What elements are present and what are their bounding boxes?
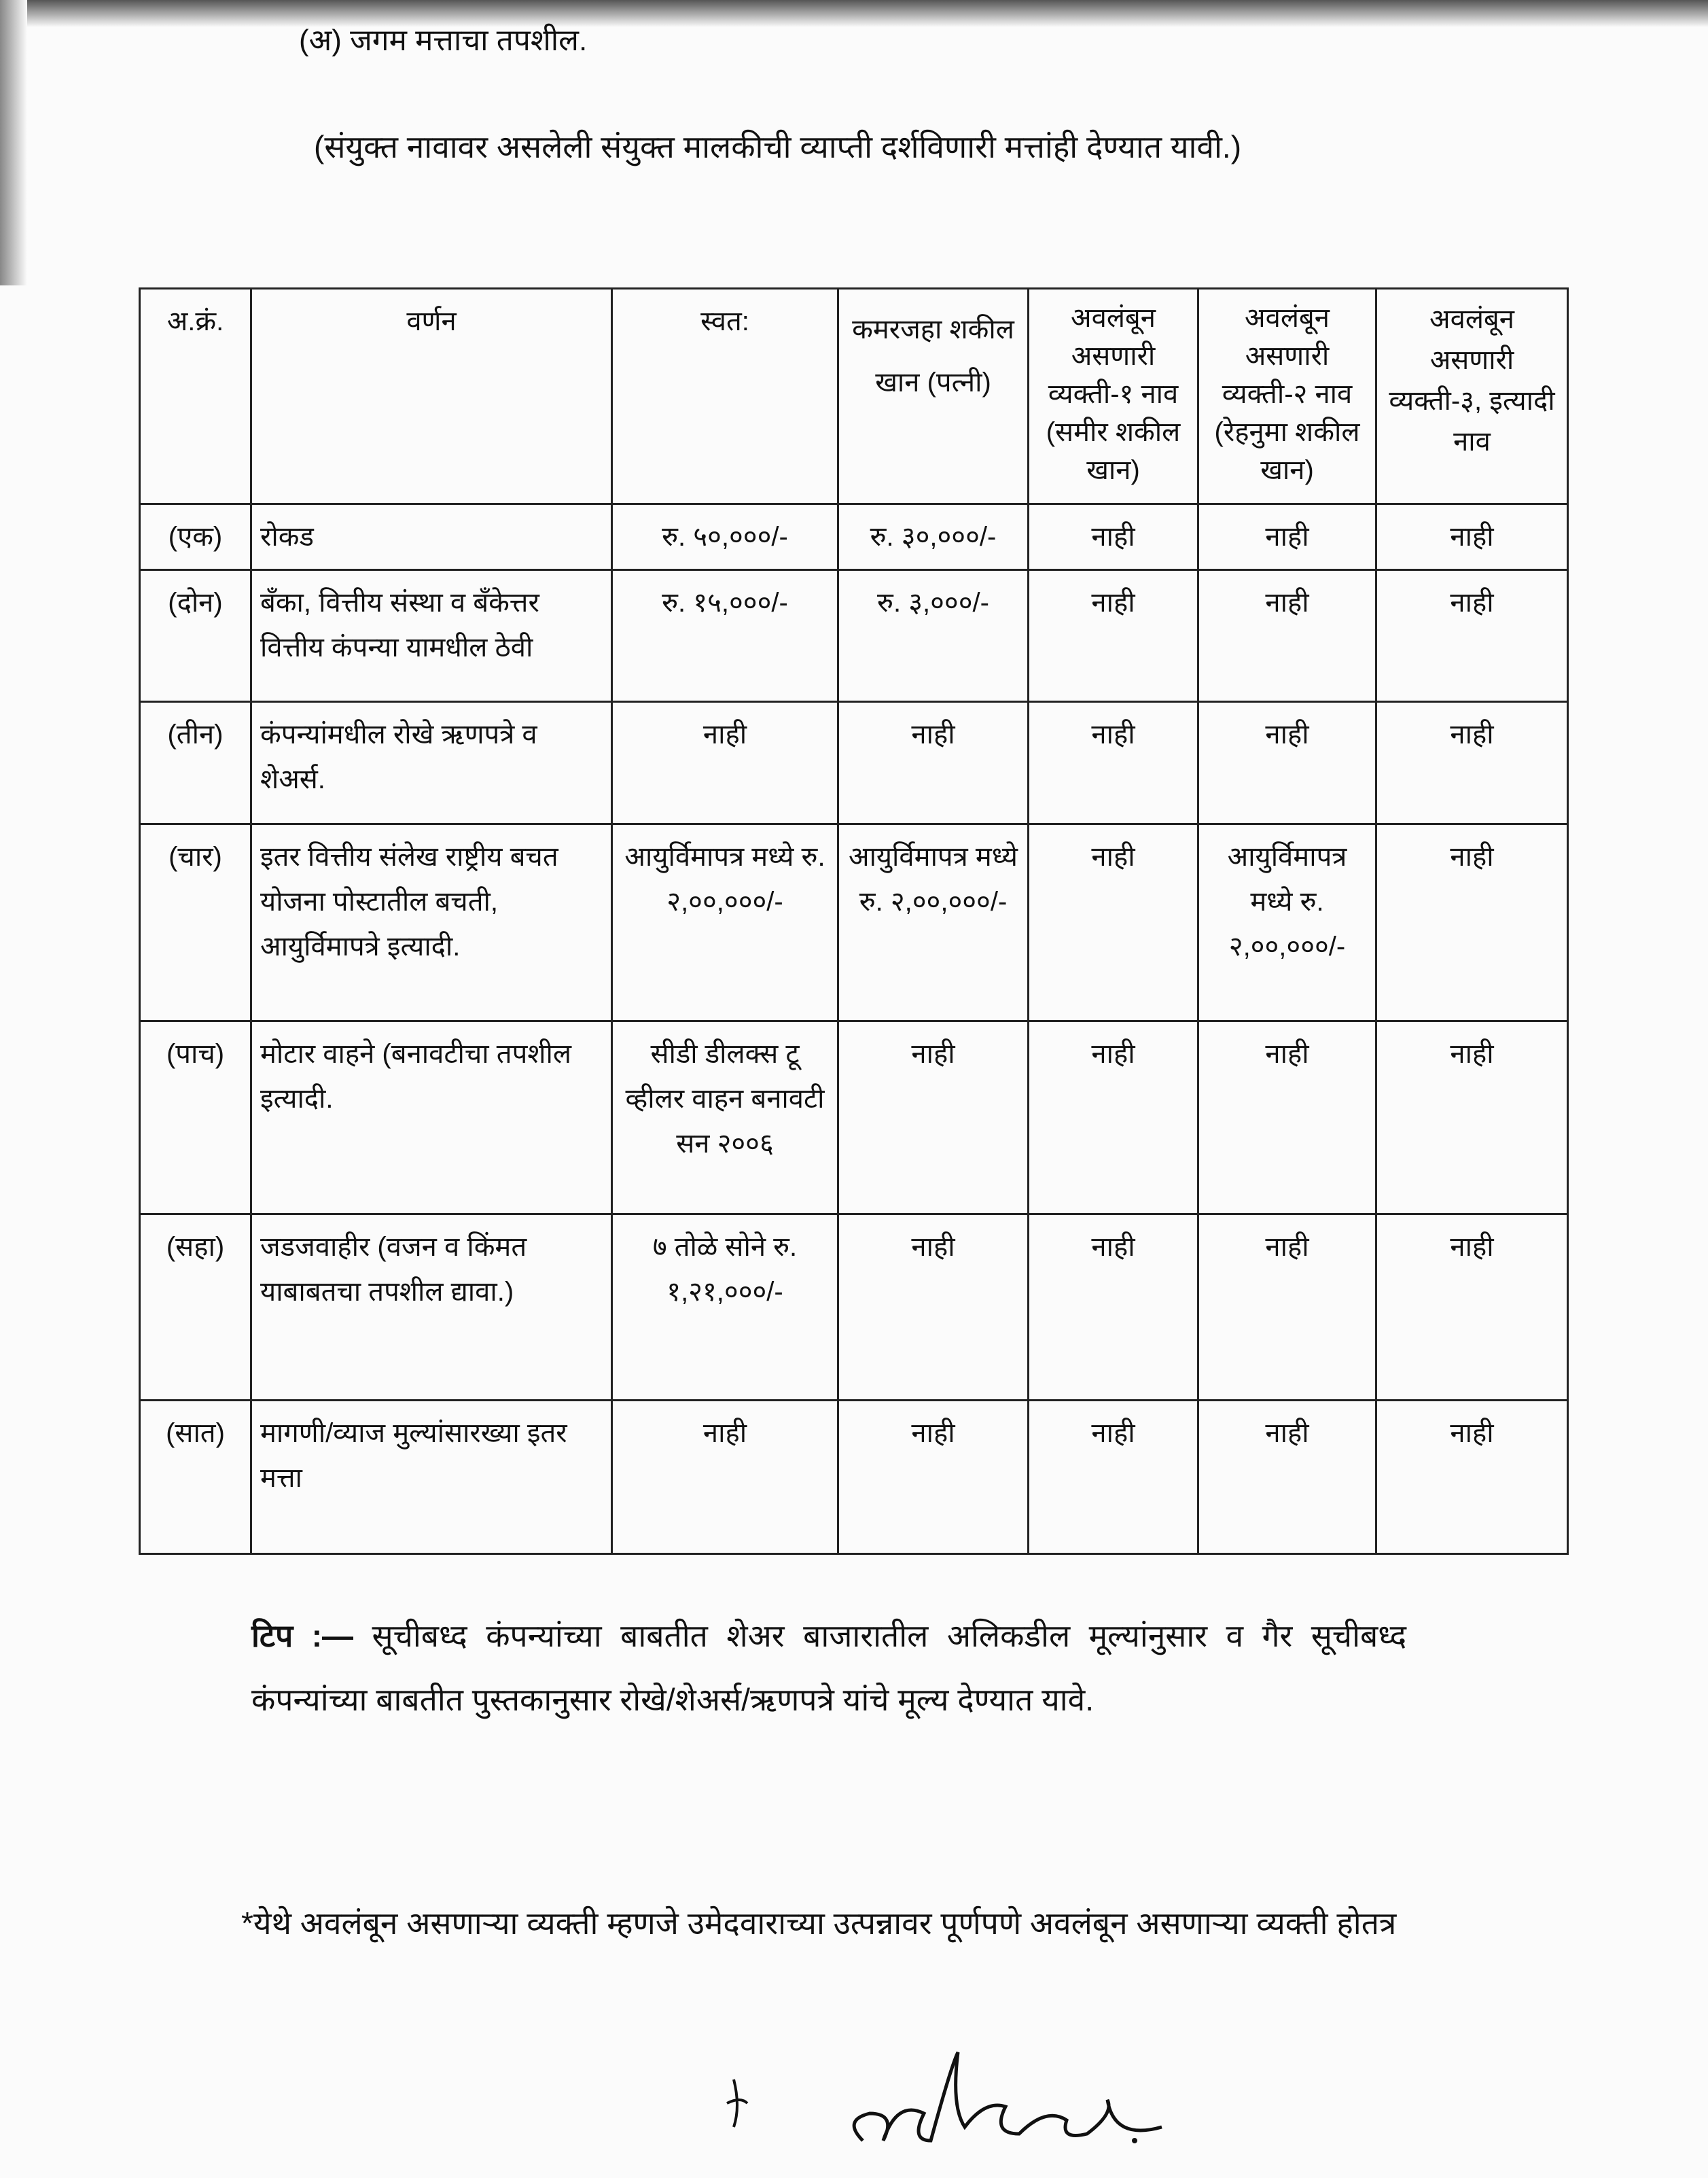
cell-dependent-3: नाही xyxy=(1376,570,1568,702)
cell-dependent-2: नाही xyxy=(1198,1401,1376,1554)
cell-serial: (चार) xyxy=(140,824,251,1021)
header-dependent-1: अवलंबून असणारी व्यक्ती-१ नाव (समीर शकील खान) xyxy=(1029,289,1198,504)
table-row-motor-vehicles xyxy=(140,1021,1568,1214)
note xyxy=(251,1604,1406,1732)
cell-serial: (सात) xyxy=(140,1401,251,1554)
table-header-row xyxy=(140,289,1568,504)
table-row-other-instruments xyxy=(140,824,1568,1021)
cell-description: जडजवाहीर (वजन व किंमत याबाबतचा तपशील द्यावा.) xyxy=(251,1214,612,1401)
cell-dependent-2: नाही xyxy=(1198,1021,1376,1214)
cell-dependent-1: नाही xyxy=(1029,1021,1198,1214)
cell-dependent-3: नाही xyxy=(1376,702,1568,824)
movable-assets-table xyxy=(139,287,1569,1555)
note-text: सूचीबध्द कंपन्यांच्या बाबतीत शेअर बाजारातील अलिकडील मूल्यांनुसार व गैर सूचीबध्द कंपन्यांच्या बाबतीत पुस्तकानुसार रोखे/शेअर्स/ऋणपत्रे यांचे मूल्य देण्यात यावे. xyxy=(251,1618,1407,1717)
table-row-cash xyxy=(140,504,1568,570)
cell-dependent-2: नाही xyxy=(1198,1214,1376,1401)
instruction-text: (संयुक्त नावावर असलेली संयुक्त मालकीची व्याप्ती दर्शविणारी मत्तांही देण्यात यावी.) xyxy=(314,129,1242,164)
cell-spouse: नाही xyxy=(838,702,1029,824)
cell-description: इतर वित्तीय संलेख राष्ट्रीय बचत योजना पोस्टातील बचती, आयुर्विमापत्रे इत्यादी. xyxy=(251,824,612,1021)
cell-dependent-2: नाही xyxy=(1198,570,1376,702)
cell-serial: (सहा) xyxy=(140,1214,251,1401)
cell-serial: (एक) xyxy=(140,504,251,570)
cell-description: मागणी/व्याज मुल्यांसारख्या इतर मत्ता xyxy=(251,1401,612,1554)
header-description: वर्णन xyxy=(251,289,612,504)
table-row-shares-bonds xyxy=(140,702,1568,824)
cell-spouse: आयुर्विमापत्र मध्ये रु. २,००,०००/- xyxy=(838,824,1029,1021)
cell-self: ७ तोळे सोने रु. १,२१,०००/- xyxy=(612,1214,838,1401)
header-spouse: कमरजहा शकील खान (पत्नी) xyxy=(838,289,1029,504)
header-serial: अ.क्रं. xyxy=(140,289,251,504)
table-row-jewellery xyxy=(140,1214,1568,1401)
cell-dependent-1: नाही xyxy=(1029,702,1198,824)
cell-dependent-2: आयुर्विमापत्र मध्ये रु. २,००,०००/- xyxy=(1198,824,1376,1021)
table-row-other-assets xyxy=(140,1401,1568,1554)
note-label: टिप :— xyxy=(251,1618,354,1653)
cell-serial: (पाच) xyxy=(140,1021,251,1214)
cell-description: रोकड xyxy=(251,504,612,570)
cell-dependent-1: नाही xyxy=(1029,504,1198,570)
cell-dependent-2: नाही xyxy=(1198,504,1376,570)
table-row-bank-deposits xyxy=(140,570,1568,702)
cell-description: कंपन्यांमधील रोखे ऋणपत्रे व शेअर्स. xyxy=(251,702,612,824)
cell-spouse: नाही xyxy=(838,1214,1029,1401)
cell-serial: (तीन) xyxy=(140,702,251,824)
cell-dependent-3: नाही xyxy=(1376,1401,1568,1554)
cell-dependent-1: नाही xyxy=(1029,1214,1198,1401)
scan-shadow-left xyxy=(0,0,27,285)
header-dependent-3: अवलंबून असणारी व्यक्ती-३, इत्यादी नाव xyxy=(1376,289,1568,504)
signature-icon xyxy=(707,2039,1196,2175)
header-self: स्वत: xyxy=(612,289,838,504)
header-dependent-2: अवलंबून असणारी व्यक्ती-२ नाव (रेहनुमा शकील खान) xyxy=(1198,289,1376,504)
cell-self: नाही xyxy=(612,702,838,824)
cell-spouse: नाही xyxy=(838,1021,1029,1214)
cell-dependent-3: नाही xyxy=(1376,504,1568,570)
cell-dependent-3: नाही xyxy=(1376,1021,1568,1214)
cell-dependent-1: नाही xyxy=(1029,824,1198,1021)
cell-self: नाही xyxy=(612,1401,838,1554)
cell-dependent-1: नाही xyxy=(1029,1401,1198,1554)
scan-shadow-top xyxy=(0,0,1708,27)
cell-spouse: रु. ३,०००/- xyxy=(838,570,1029,702)
cell-self: रु. ५०,०००/- xyxy=(612,504,838,570)
cell-self: आयुर्विमापत्र मध्ये रु. २,००,०००/- xyxy=(612,824,838,1021)
cell-self: सीडी डीलक्स टू व्हीलर वाहन बनावटी सन २००६ xyxy=(612,1021,838,1214)
cell-description: मोटार वाहने (बनावटीचा तपशील इत्यादी. xyxy=(251,1021,612,1214)
cell-self: रु. १५,०००/- xyxy=(612,570,838,702)
cell-description: बँका, वित्तीय संस्था व बँकेत्तर वित्तीय कंपन्या यामधील ठेवी xyxy=(251,570,612,702)
cell-spouse: रु. ३०,०००/- xyxy=(838,504,1029,570)
section-heading: (अ) जगम मत्ताचा तपशील. xyxy=(299,24,588,57)
cell-dependent-3: नाही xyxy=(1376,824,1568,1021)
cell-dependent-2: नाही xyxy=(1198,702,1376,824)
signature xyxy=(707,2039,1196,2178)
cell-spouse: नाही xyxy=(838,1401,1029,1554)
cell-dependent-1: नाही xyxy=(1029,570,1198,702)
footnote: *येथे अवलंबून असणाऱ्या व्यक्ती म्हणजे उमेदवाराच्या उत्पन्नावर पूर्णपणे अवलंबून असणाऱ्या व्यक्ती होतत्र xyxy=(241,1905,1397,1941)
cell-dependent-3: नाही xyxy=(1376,1214,1568,1401)
cell-serial: (दोन) xyxy=(140,570,251,702)
